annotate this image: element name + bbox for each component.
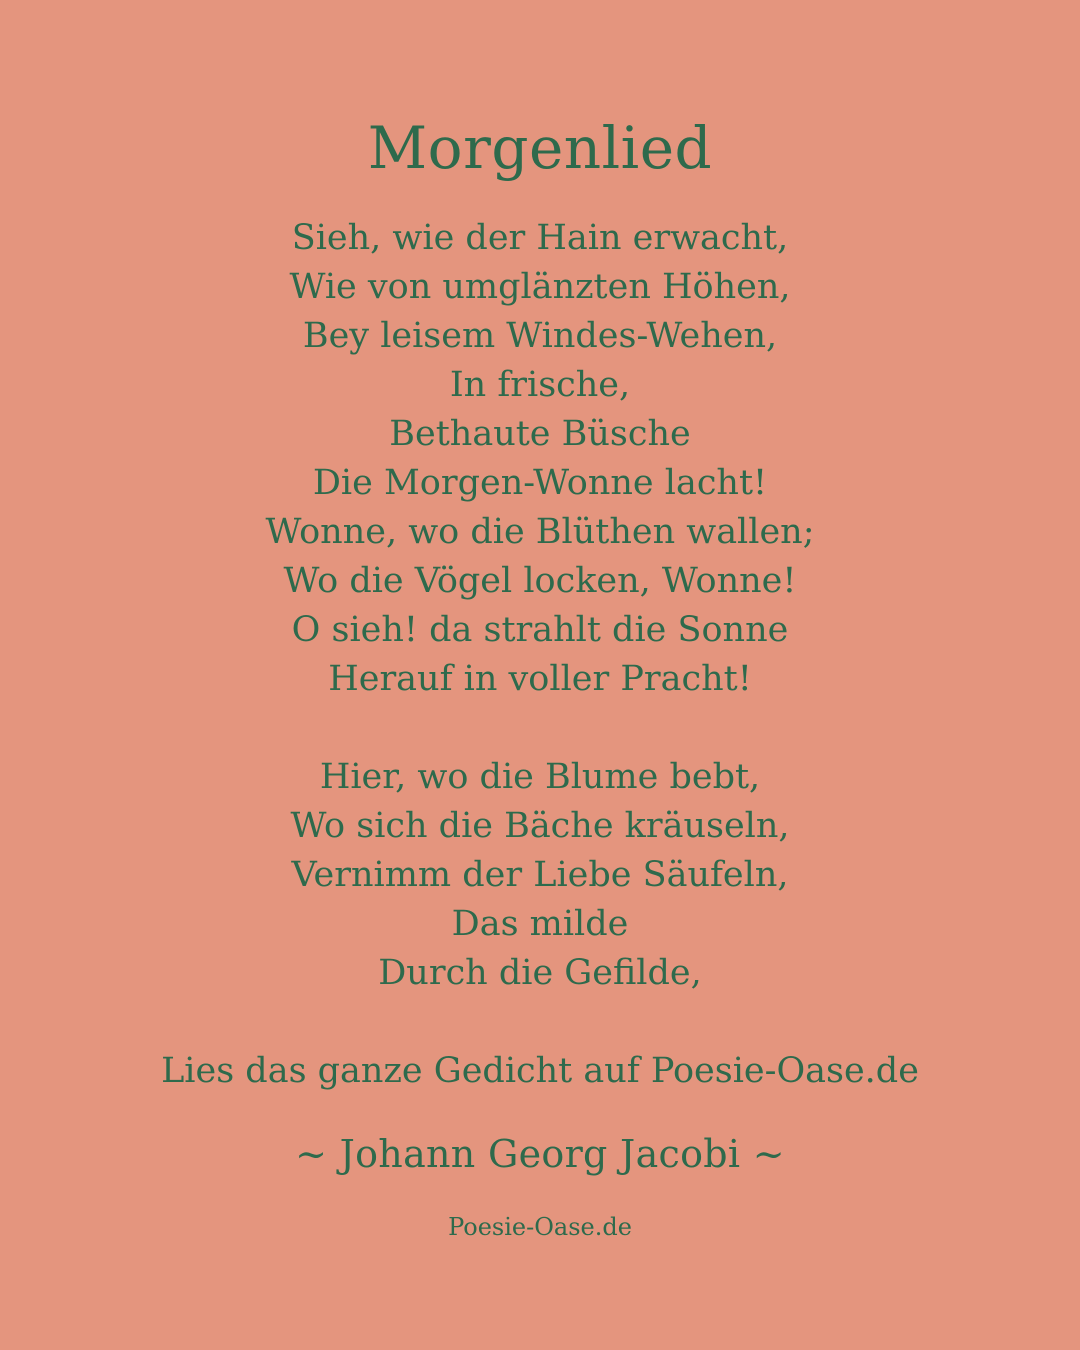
poem-author: ~ Johann Georg Jacobi ~ xyxy=(295,1132,785,1176)
poem-line: In frische, xyxy=(449,365,631,405)
poem-line: Wo die Vögel locken, Wonne! xyxy=(283,561,797,601)
poem-line: Das milde xyxy=(451,904,629,944)
poem-line: Bethaute Büsche xyxy=(389,414,691,454)
poem-title: Morgenlied xyxy=(367,114,713,182)
poem-line: Vernimm der Liebe Säufeln, xyxy=(291,855,789,895)
site-watermark: Poesie-Oase.de xyxy=(448,1213,632,1241)
poem-line: Wie von umglänzten Höhen, xyxy=(289,267,791,307)
stanza-1 xyxy=(0,214,1080,704)
poem-line: Die Morgen-Wonne lacht! xyxy=(312,463,768,503)
poem-line: Sieh, wie der Hain erwacht, xyxy=(291,218,789,258)
read-more-text: Lies das ganze Gedicht auf Poesie-Oase.de xyxy=(161,1051,919,1091)
poem-line: Durch die Gefilde, xyxy=(378,953,702,993)
poem-line: Hier, wo die Blume bebt, xyxy=(319,757,761,797)
poem-line: Herauf in voller Pracht! xyxy=(328,659,752,699)
poem-line: Bey leisem Windes-Wehen, xyxy=(302,316,778,356)
poem-line: O sieh! da strahlt die Sonne xyxy=(291,610,789,650)
stanza-2 xyxy=(0,753,1080,998)
poem-line: Wo sich die Bäche kräuseln, xyxy=(290,806,790,846)
poem-line: Wonne, wo die Blüthen wallen; xyxy=(265,512,815,552)
